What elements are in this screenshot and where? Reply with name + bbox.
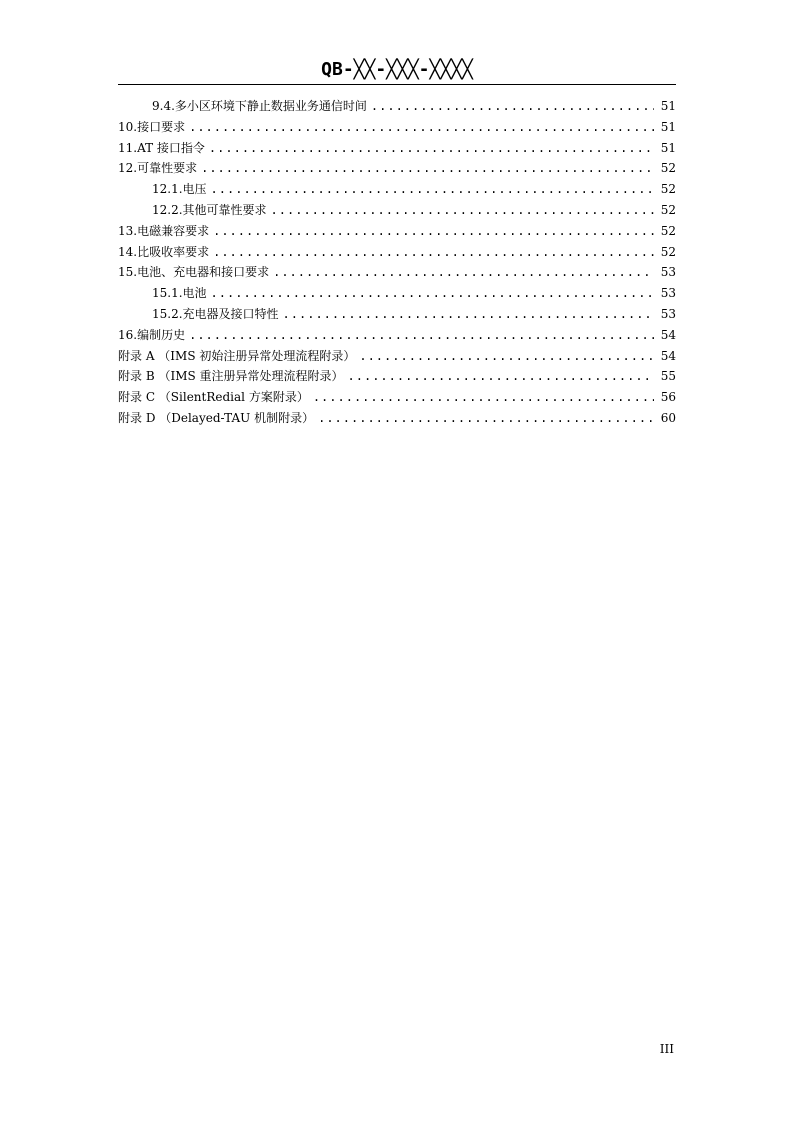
- page-number: III: [659, 1042, 674, 1056]
- toc-entry-page: 53: [660, 286, 676, 301]
- toc-entry-page: 52: [660, 202, 676, 217]
- toc-leader-dots: [211, 179, 654, 200]
- toc-entry[interactable]: [118, 387, 676, 408]
- toc-entry[interactable]: [118, 242, 676, 263]
- toc-leader-dots: [211, 283, 654, 304]
- toc-leader-dots: [213, 242, 654, 263]
- toc-entry[interactable]: [118, 158, 676, 179]
- toc-entry[interactable]: [118, 221, 676, 242]
- toc-entry-page: 52: [660, 161, 676, 176]
- toc-entry-title: 14.比吸收率要求: [118, 244, 210, 259]
- toc-entry-title: 12.1.电压: [152, 182, 207, 197]
- toc-entry[interactable]: [118, 138, 676, 159]
- toc-entry-page: 55: [660, 369, 676, 384]
- toc-entry-page: 52: [660, 182, 676, 197]
- toc-entry[interactable]: [118, 304, 676, 325]
- toc-entry-page: 52: [660, 223, 676, 238]
- toc-leader-dots: [318, 408, 654, 429]
- toc-leader-dots: [313, 387, 654, 408]
- toc-entry-title: 附录 A （IMS 初始注册异常处理流程附录）: [118, 348, 356, 363]
- toc-entry[interactable]: [118, 179, 676, 200]
- toc-entry[interactable]: [118, 117, 676, 138]
- toc-leader-dots: [359, 346, 654, 367]
- toc-leader-dots: [189, 325, 654, 346]
- toc-entry[interactable]: [118, 262, 676, 283]
- toc-entry-page: 54: [660, 348, 676, 363]
- toc-entry[interactable]: [118, 408, 676, 429]
- toc-entry[interactable]: [118, 346, 676, 367]
- page-header: [118, 56, 676, 84]
- toc-entry[interactable]: [118, 325, 676, 346]
- toc-leader-dots: [271, 200, 654, 221]
- toc-entry-page: 52: [660, 244, 676, 259]
- toc-entry-title: 16.编制历史: [118, 327, 186, 342]
- toc-entry-title: 11.AT 接口指令: [118, 140, 205, 155]
- toc-entry-title: 12.2.其他可靠性要求: [152, 202, 267, 217]
- toc-entry[interactable]: [118, 283, 676, 304]
- toc-leader-dots: [283, 304, 654, 325]
- toc-leader-dots: [209, 138, 654, 159]
- toc-entry-title: 附录 C （SilentRedial 方案附录）: [118, 390, 309, 405]
- toc-leader-dots: [348, 366, 654, 387]
- toc-entry-title: 13.电磁兼容要求: [118, 223, 210, 238]
- toc-entry-title: 15.电池、充电器和接口要求: [118, 265, 270, 280]
- toc-leader-dots: [371, 96, 654, 117]
- toc-leader-dots: [213, 221, 654, 242]
- toc-entry-page: 51: [660, 119, 676, 134]
- toc-entry-page: 53: [660, 306, 676, 321]
- header-divider: [118, 84, 676, 85]
- document-code: QB-╳╳-╳╳╳-╳╳╳╳: [321, 59, 473, 80]
- toc-leader-dots: [201, 158, 654, 179]
- toc-entry-title: 9.4.多小区环境下静止数据业务通信时间: [152, 99, 367, 113]
- toc-entry-title: 15.2.充电器及接口特性: [152, 306, 279, 321]
- toc-entry-page: 60: [660, 410, 676, 425]
- toc-entry[interactable]: [118, 200, 676, 221]
- toc-entry-page: 51: [660, 140, 676, 155]
- toc-entry-page: 54: [660, 327, 676, 342]
- toc-leader-dots: [273, 262, 654, 283]
- table-of-contents: [118, 96, 676, 429]
- toc-entry-title: 15.1.电池: [152, 286, 207, 301]
- toc-leader-dots: [189, 117, 654, 138]
- toc-entry-title: 附录 B （IMS 重注册异常处理流程附录）: [118, 369, 344, 384]
- toc-entry[interactable]: [118, 366, 676, 387]
- toc-entry-page: 51: [660, 99, 676, 113]
- toc-entry-title: 附录 D （Delayed-TAU 机制附录）: [118, 410, 315, 425]
- toc-entry-title: 12.可靠性要求: [118, 161, 198, 176]
- toc-entry-title: 10.接口要求: [118, 119, 186, 134]
- toc-entry-page: 53: [660, 265, 676, 280]
- toc-entry-page: 56: [660, 390, 676, 405]
- toc-entry[interactable]: [118, 96, 676, 117]
